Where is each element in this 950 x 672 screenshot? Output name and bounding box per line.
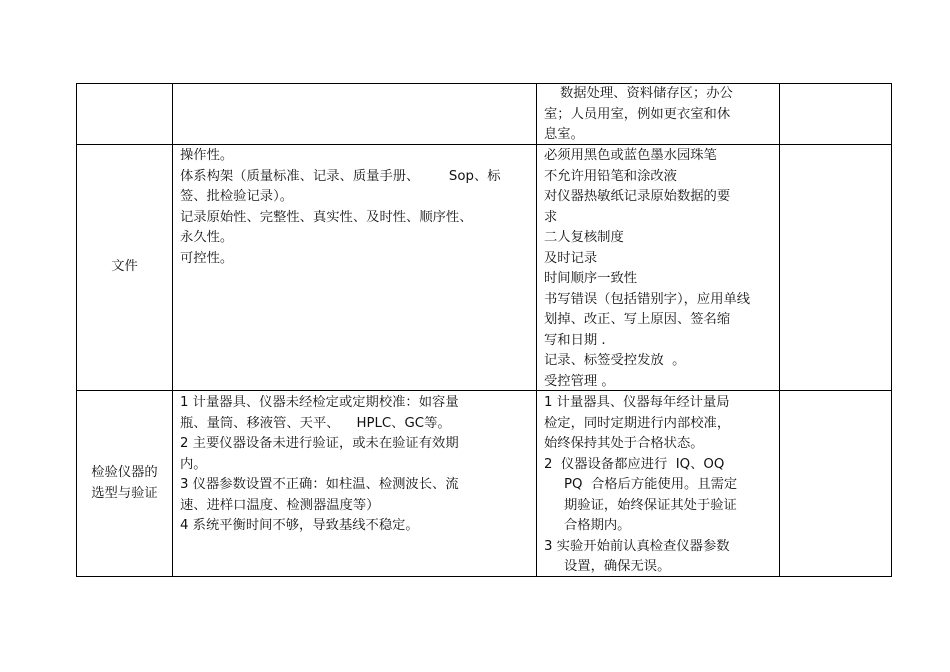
row2-risk-line: 体系构架（质量标准、记录、质量手册、 Sop、标: [180, 168, 501, 184]
row3-label-line: 选型与验证: [91, 485, 158, 501]
row2-measures-line: 书写错误（包括错别字），应用单线: [544, 291, 751, 307]
row3-risk-line: 1 计量器具、仪器未经检定或定期校准：如容量: [180, 395, 459, 410]
row2-risk-line: 记录原始性、完整性、真实性、及时性、顺序性、: [180, 209, 473, 225]
row2-measures-line: 记录、标签受控发放 。: [544, 353, 686, 368]
row2-label-cell: [77, 145, 172, 390]
row1-measures-line: 息室。: [544, 127, 584, 142]
row2-measures-line: 二人复核制度: [544, 230, 624, 245]
column-divider-2: [536, 83, 537, 577]
row3-label-line: 检验仪器的: [91, 465, 158, 480]
row2-risk-line: 签、批检验记录）。: [180, 189, 294, 204]
row2-measures-line: 写和日期 .: [544, 332, 606, 348]
row3-risk-line: 内。: [180, 456, 207, 472]
row2-measures-line: 划掉、改正、写上原因、签名缩: [544, 312, 731, 327]
row2-risk-line: 操作性。: [180, 148, 234, 163]
row2-measures-line: 受控管理 。: [544, 373, 615, 389]
row1-measures-cell: [544, 84, 776, 146]
row3-risk-line: 3 仪器参数设置不正确：如柱温、检测波长、流: [180, 477, 459, 492]
row3-measures-line: 3 实验开始前认真检查仪器参数: [544, 538, 730, 554]
row1-measures-line: 室；人员用室，例如更衣室和休: [544, 106, 731, 122]
row3-measures-line: 始终保持其处于合格状态。: [544, 436, 704, 451]
row3-risk-cell: [180, 393, 534, 537]
row3-label-cell: [77, 391, 172, 576]
row2-measures-line: 不允许用铅笔和涂改液: [544, 168, 677, 184]
row3-measures-line: PQ 合格后方能使用。且需定: [564, 477, 738, 492]
table-border-right: [891, 83, 892, 577]
row3-measures-line: 合格期内。: [564, 518, 631, 533]
row2-measures-line: 必须用黑色或蓝色墨水园珠笔: [544, 148, 717, 163]
row2-measures-line: 及时记录: [544, 250, 598, 266]
row3-measures-line: 检定，同时定期进行内部校准，: [544, 415, 731, 431]
row2-risk-line: 永久性。: [180, 230, 234, 245]
row3-risk-line: 瓶、量筒、移液管、天平、 HPLC、GC等。: [180, 415, 451, 431]
row2-risk-cell: [180, 146, 534, 269]
row3-risk-line: 4 系统平衡时间不够，导致基线不稳定。: [180, 518, 419, 533]
row3-measures-line: 期验证，始终保证其处于验证: [564, 497, 737, 513]
row3-measures-cell: [544, 393, 778, 578]
row2-risk-line: 可控性。: [180, 250, 234, 266]
row3-measures-line: 2 仪器设备都应进行 IQ、OQ: [544, 456, 725, 472]
column-divider-3: [779, 83, 780, 577]
row3-risk-line: 2 主要仪器设备未进行验证，或未在验证有效期: [180, 436, 459, 451]
row2-measures-line: 对仪器热敏纸记录原始数据的要: [544, 189, 731, 204]
column-divider-1: [172, 83, 173, 577]
row2-measures-cell: [544, 146, 778, 392]
row3-risk-line: 速、进样口温度、检测器温度等）: [180, 497, 380, 513]
row1-measures-line: 数据处理、资料储存区；办公: [560, 86, 733, 101]
row2-label: 文件: [111, 259, 138, 275]
row2-measures-line: 求: [544, 209, 558, 225]
row3-measures-line: 1 计量器具、仪器每年经计量局: [544, 395, 730, 410]
row3-measures-line: 设置，确保无误。: [564, 559, 671, 574]
row2-measures-line: 时间顺序一致性: [544, 271, 638, 286]
